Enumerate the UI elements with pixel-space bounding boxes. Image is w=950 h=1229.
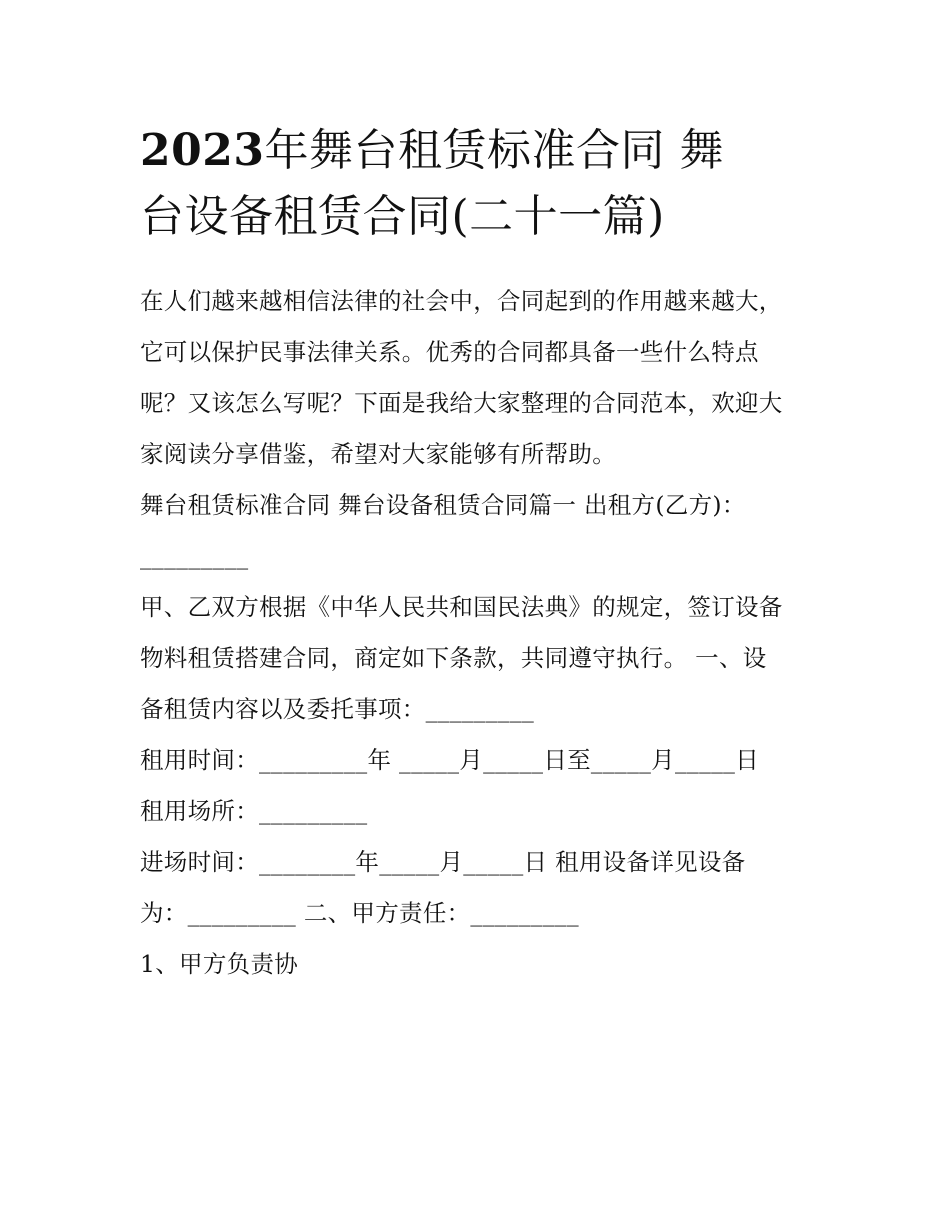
rental-period-line: 租用时间：_________年 _____月_____日至_____月_____日 xyxy=(140,746,760,774)
title-year: 2023 xyxy=(140,125,265,176)
title-line-1: 年舞台租赁标准合同 舞 xyxy=(264,125,724,176)
intro-line: 它可以保护民事法律关系。优秀的合同都具备一些什么特点 xyxy=(140,338,759,366)
party-a-duty-line: 为：_________ 二、甲方责任：_________ xyxy=(140,899,579,927)
contract-text-line: 备租赁内容以及委托事项：_________ xyxy=(140,695,535,723)
entry-time-line: 进场时间：________年_____月_____日 租用设备详见设备 xyxy=(140,848,746,876)
intro-line: 呢？又该怎么写呢？下面是我给大家整理的合同范本，欢迎大 xyxy=(140,389,783,417)
contract-text-line: 物料租赁搭建合同，商定如下条款，共同遵守执行。 一、设 xyxy=(140,644,767,672)
intro-line: 在人们越来越相信法律的社会中，合同起到的作用越来越大， xyxy=(140,287,783,315)
rental-venue-line: 租用场所：_________ xyxy=(140,797,368,825)
title-line-2: 台设备租赁合同(二十一篇) xyxy=(140,191,665,242)
lessor-blank-line: _________ xyxy=(140,542,249,570)
document-body xyxy=(140,276,820,990)
contract-text-line: 甲、乙双方根据《中华人民共和国民法典》的规定，签订设备 xyxy=(140,593,783,621)
section-heading-line: 舞台租赁标准合同 舞台设备租赁合同篇一 出租方(乙方)： xyxy=(140,491,746,519)
intro-line: 家阅读分享借鉴，希望对大家能够有所帮助。 xyxy=(140,440,616,468)
clause-line: 1、甲方负责协 xyxy=(140,950,299,978)
document-title xyxy=(140,118,820,250)
